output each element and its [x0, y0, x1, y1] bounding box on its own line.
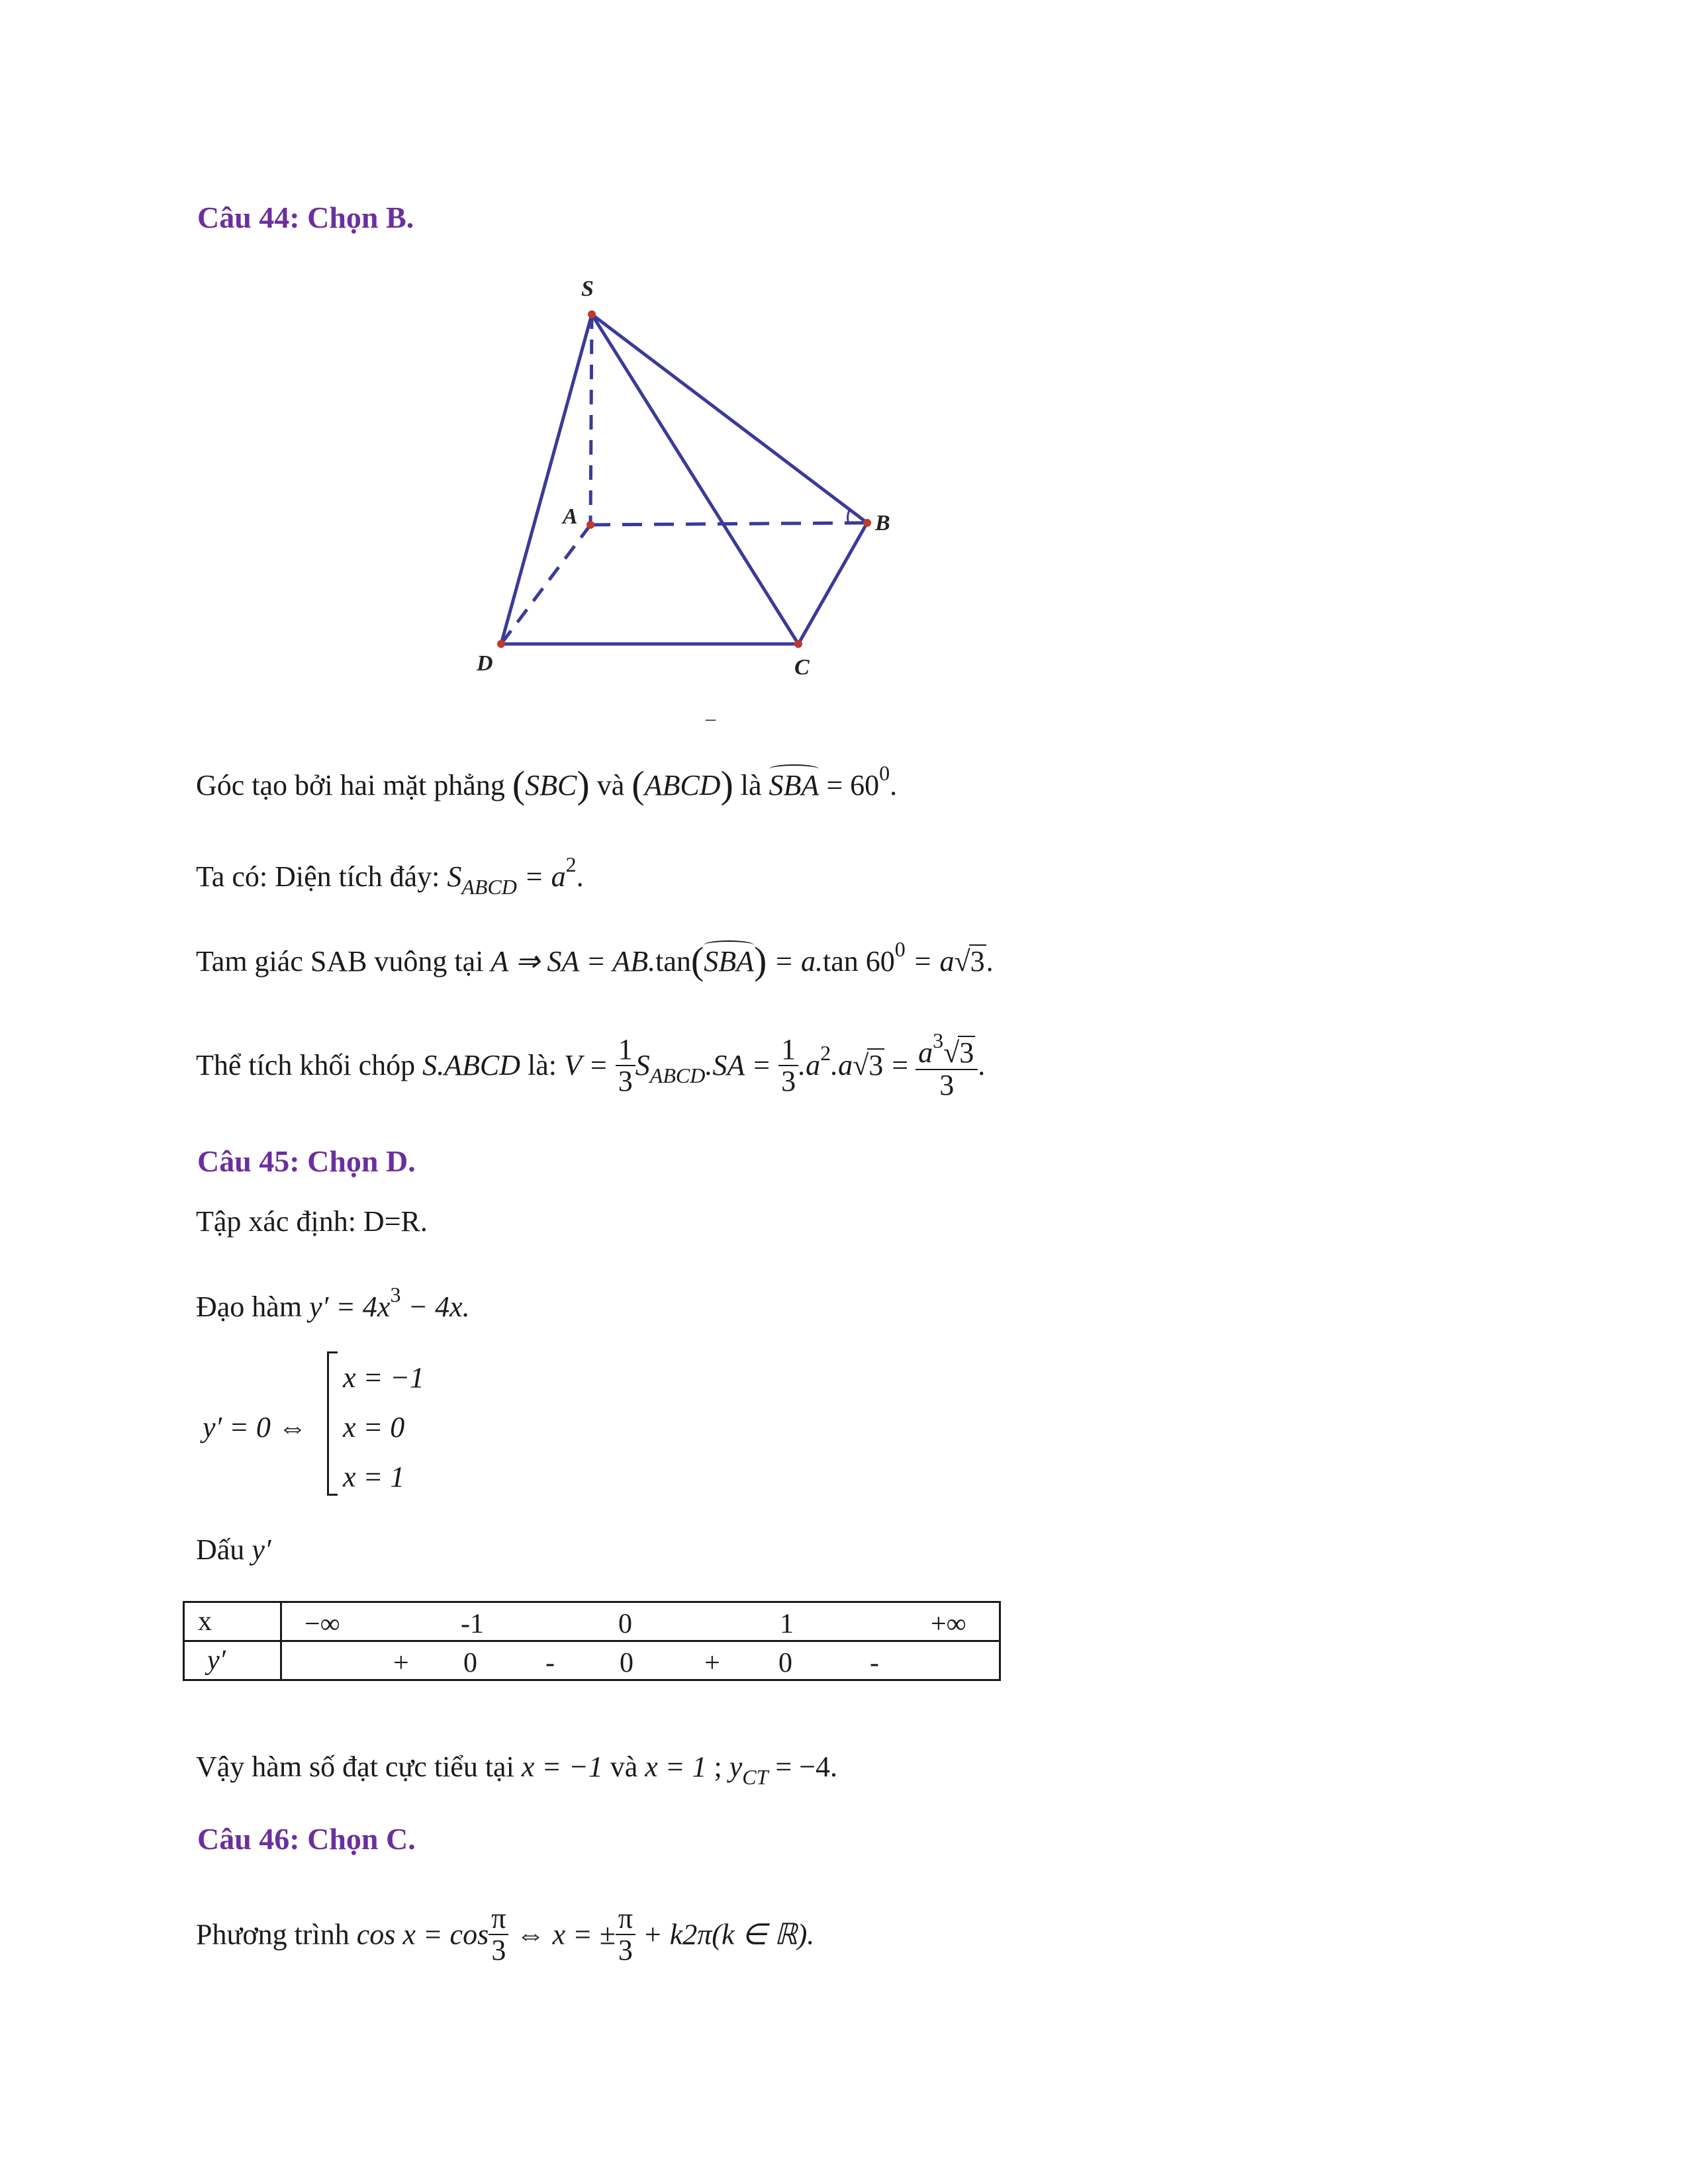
- label-S: S: [581, 277, 594, 301]
- sign-value: +: [393, 1648, 409, 1678]
- q45-case-3: x = 1: [343, 1461, 405, 1493]
- q45-derivative: Đạo hàm $y' = 4x^3 - 4x$.: [196, 1283, 470, 1323]
- q44-line4: Thể tích khối chóp S.ABCD là: V = $\frac{1}{3}$ $S_{ABCD}.SA$ = $\frac{1}{3}$ $.a^2.a√3$ = $\frac{a^3√3}{3}$ .: [196, 1028, 986, 1102]
- edge-AB: [590, 523, 867, 525]
- q45-conclusion: Vậy hàm số đạt cực tiểu tại x = −1 và x = 1 ; $y_{CT} = -4$.: [196, 1751, 838, 1789]
- pyramid-figure: [463, 275, 927, 738]
- edge-CB: [798, 523, 867, 644]
- x-value: 1: [780, 1609, 794, 1639]
- q45-solve-lhs: y′ = 0 ⇔: [203, 1411, 307, 1443]
- sign-table-row-x: [184, 1602, 1000, 1641]
- sign-table-y-label: y′: [184, 1641, 281, 1680]
- question-44-heading: Câu 44: Chọn B.: [197, 201, 414, 234]
- question-45-heading: Câu 45: Chọn D.: [197, 1144, 416, 1178]
- label-A: A: [563, 504, 578, 529]
- q45-case-1: x = −1: [343, 1361, 424, 1394]
- edge-AD: [501, 525, 590, 644]
- angle-mark-B: [848, 510, 849, 523]
- q45-domain: Tập xác định: D=R.: [196, 1205, 428, 1238]
- edge-SA: [590, 314, 592, 525]
- q44-line1: Góc tạo bởi hai mặt phẳng (SBC) và (ABCD) là SBA = $60^0$.: [196, 761, 898, 806]
- sign-table-row-yprime: [184, 1641, 1000, 1680]
- sign-value: 0: [620, 1648, 633, 1678]
- sign-value: -: [870, 1648, 879, 1678]
- label-C: C: [794, 655, 810, 680]
- q46-line: Phương trình cos x = cos $\frac{\pi}{3}$ ⇔ x = ± $\frac{\pi}{3}$ + k2π(k ∈ ℝ).: [196, 1902, 815, 1967]
- q44-line3: Tam giác SAB vuông tại A ⇒ SA = AB.tan(SBA) = a.tan $60^0 = a√3$.: [196, 937, 994, 982]
- edge-SB: [592, 314, 867, 523]
- edge-SC: [592, 314, 798, 644]
- q45-sign-label: Dấu y′: [196, 1533, 271, 1566]
- x-value: 0: [618, 1609, 632, 1639]
- label-B: B: [875, 511, 890, 535]
- q45-solve-bracket: [327, 1351, 329, 1496]
- question-46-heading: Câu 46: Chọn C.: [197, 1822, 416, 1856]
- sign-value: 0: [463, 1648, 477, 1678]
- sign-table: [183, 1601, 1001, 1681]
- q44-line2: Ta có: Diện tích đáy: $S_{ABCD} = a^2$.: [196, 852, 584, 899]
- x-value: −∞: [305, 1609, 340, 1639]
- q45-case-2: x = 0: [343, 1411, 405, 1443]
- label-D: D: [477, 651, 493, 676]
- sign-value: 0: [778, 1648, 792, 1678]
- x-value: -1: [461, 1609, 484, 1639]
- x-value: +∞: [931, 1609, 966, 1639]
- caption-mark: –: [706, 707, 716, 729]
- sign-table-x-label: x: [184, 1602, 281, 1641]
- sign-value: -: [545, 1648, 555, 1678]
- edge-SD: [501, 314, 592, 644]
- sign-value: +: [704, 1648, 720, 1678]
